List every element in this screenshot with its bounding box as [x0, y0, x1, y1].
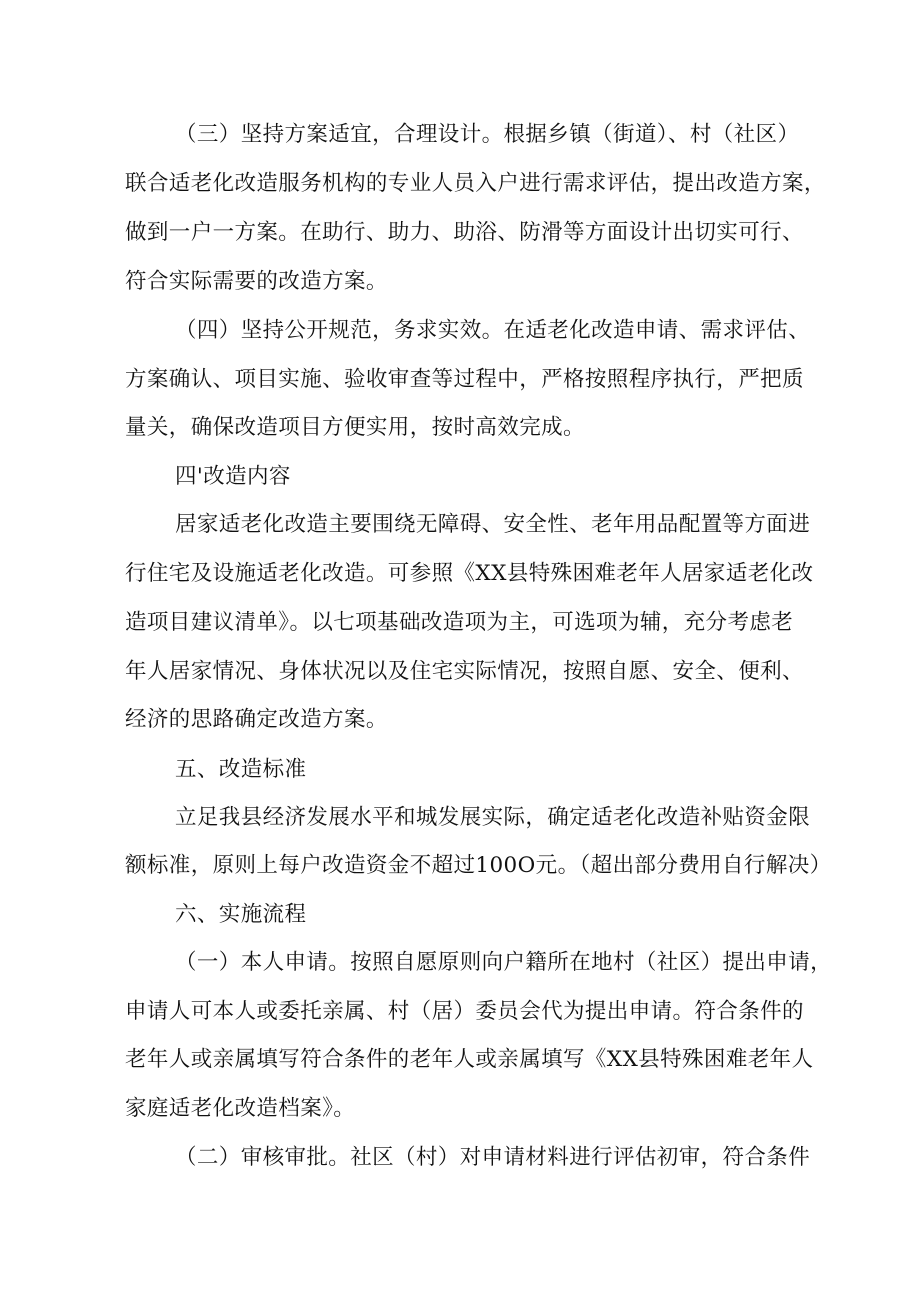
text-line: 经济的思路确定改造方案。 [125, 707, 388, 732]
text-line: 额标准，原则上每户改造资金不超过100O元。（超出部分费用自行解决） [125, 853, 832, 878]
text-line: （二）审核审批。社区（村）对申请材料进行评估初审，符合条件 [175, 1145, 811, 1170]
text-line: 方案确认、项目实施、验收审查等过程中，严格按照程序执行，严把质 [125, 367, 804, 392]
section-heading: 六、实施流程 [175, 902, 307, 927]
text-line: 联合适老化改造服务机构的专业人员入户进行需求评估，提出改造方案， [125, 171, 826, 196]
text-line: 申请人可本人或委托亲属、村（居）委员会代为提出申请。符合条件的 [125, 999, 804, 1024]
text-line: （四）坚持公开规范，务求实效。在适老化改造申请、需求评估、 [175, 318, 811, 343]
text-line: （一）本人申请。按照自愿原则向户籍所在地村（社区）提出申请， [175, 950, 833, 975]
text-line: 造项目建议清单》。以七项基础改造项为主，可选项为辅，充分考虑老 [125, 610, 794, 635]
text-line: 符合实际需要的改造方案。 [125, 269, 388, 294]
section-heading: 四'改造内容 [175, 464, 291, 489]
text-line: 行住宅及设施适老化改造。可参照《XX县特殊困难老年人居家适老化改 [125, 561, 814, 586]
text-line: 年人居家情况、身体状况以及住宅实际情况，按照自愿、安全、便利、 [125, 659, 804, 684]
text-line: 量关，确保改造项目方便实用，按时高效完成。 [125, 415, 585, 440]
text-line: 做到一户一方案。在助行、助力、助浴、防滑等方面设计出切实可行、 [125, 220, 804, 245]
text-line: 家庭适老化改造档案》。 [125, 1096, 356, 1121]
text-line: 立足我县经济发展水平和城发展实际，确定适老化改造补贴资金限 [175, 805, 811, 830]
text-line: （三）坚持方案适宜，合理设计。根据乡镇（街道）、村（社区） [175, 122, 800, 147]
section-heading: 五、改造标准 [175, 757, 307, 782]
text-line: 老年人或亲属填写符合条件的老年人或亲属填写《XX县特殊困难老年人 [125, 1047, 814, 1072]
text-line: 居家适老化改造主要围绕无障碍、安全性、老年用品配置等方面进 [175, 512, 811, 537]
